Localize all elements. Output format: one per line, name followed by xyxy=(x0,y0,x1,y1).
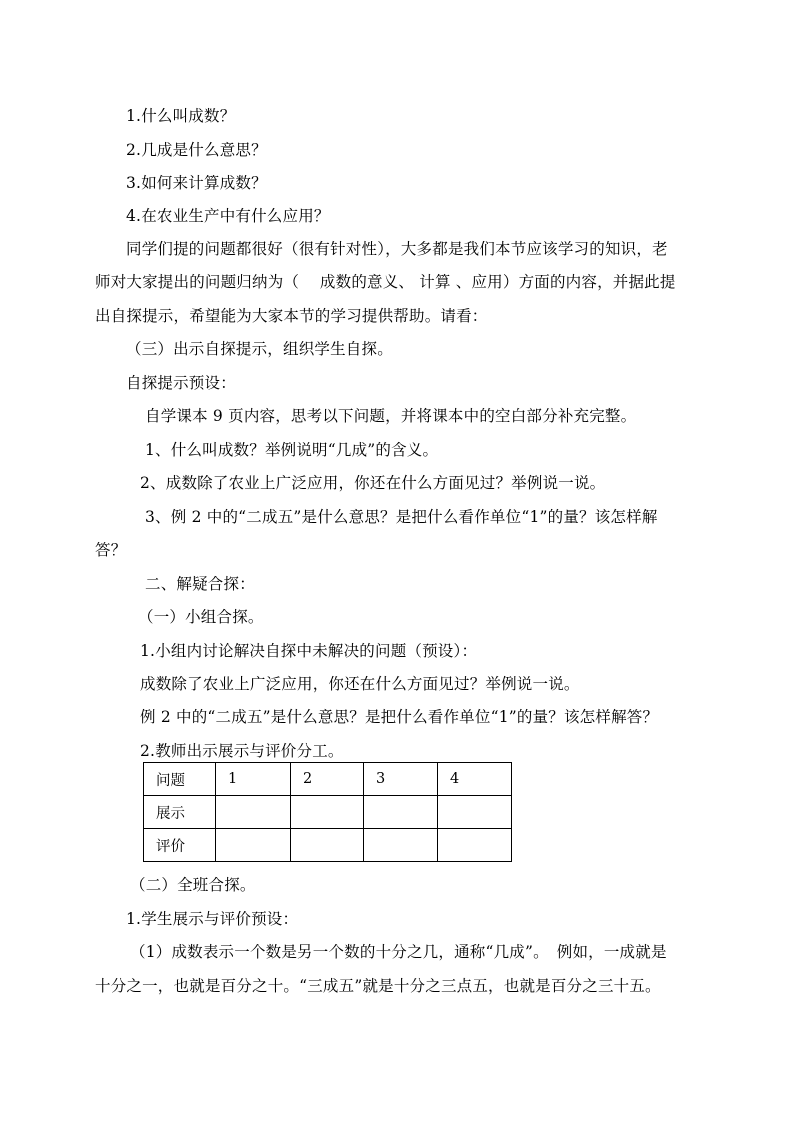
summary-line-2: 师对大家提出的问题归纳为（ 成数的意义、 计算 、应用）方面的内容，并据此提 xyxy=(95,273,676,291)
class-title: （二）全班合探。 xyxy=(130,876,256,894)
table-row-label: 展示 xyxy=(144,796,216,829)
question-4: 4.在农业生产中有什么应用？ xyxy=(126,207,330,225)
table-cell xyxy=(438,796,512,829)
table-header-cell: 1 xyxy=(216,763,291,796)
part2-title: 二、解疑合探： xyxy=(145,575,255,593)
question-2: 2.几成是什么意思？ xyxy=(126,141,267,159)
table-cell xyxy=(364,829,438,862)
table-header-cell: 2 xyxy=(291,763,364,796)
preset-item-1: 1、什么叫成数？举例说明“几成”的含义。 xyxy=(145,441,439,459)
table-header-cell: 3 xyxy=(364,763,438,796)
table-cell xyxy=(364,796,438,829)
table-header-row xyxy=(144,763,512,796)
preset-item-3-cont: 答？ xyxy=(95,541,127,559)
preset-item-3: 3、例 2 中的“二成五”是什么意思？是把什么看作单位“1”的量？该怎样解 xyxy=(145,508,658,526)
table-cell xyxy=(216,829,291,862)
table-header-cell: 4 xyxy=(438,763,512,796)
section3-title: （三）出示自探提示，组织学生自探。 xyxy=(126,340,393,358)
preset-item-2: 2、成数除了农业上广泛应用，你还在什么方面见过？举例说一说。 xyxy=(140,474,606,492)
group-item-1: 1.小组内讨论解决自探中未解决的问题（预设）： xyxy=(140,642,478,660)
summary-line-3: 出自探提示，希望能为大家本节的学习提供帮助。请看： xyxy=(95,307,488,325)
table-cell xyxy=(438,829,512,862)
class-item-1: 1.学生展示与评价预设： xyxy=(126,910,299,928)
table-header-cell: 问题 xyxy=(144,763,216,796)
table-cell xyxy=(291,829,364,862)
group-question-1: 成数除了农业上广泛应用，你还在什么方面见过？举例说一说。 xyxy=(140,675,580,693)
task-table xyxy=(143,762,512,862)
table-row-label: 评价 xyxy=(144,829,216,862)
question-3: 3.如何来计算成数？ xyxy=(126,174,267,192)
answer-line-2: 十分之一，也就是百分之十。“三成五”就是十分之三点五，也就是百分之三十五。 xyxy=(95,977,661,995)
group-question-2: 例 2 中的“二成五”是什么意思？是把什么看作单位“1”的量？该怎样解答？ xyxy=(140,708,659,726)
table-row xyxy=(144,829,512,862)
question-1: 1.什么叫成数？ xyxy=(126,107,236,125)
preset-title: 自探提示预设： xyxy=(126,374,236,392)
table-row xyxy=(144,796,512,829)
summary-line-1: 同学们提的问题都很好（很有针对性），大多都是我们本节应该学习的知识，老 xyxy=(126,240,668,258)
group-title: （一）小组合探。 xyxy=(138,608,264,626)
answer-line-1: （1）成数表示一个数是另一个数的十分之几，通称“几成”。 例如，一成就是 xyxy=(130,943,667,961)
preset-intro: 自学课本 9 页内容，思考以下问题，并将课本中的空白部分补充完整。 xyxy=(145,407,637,425)
group-item-2: 2.教师出示展示与评价分工。 xyxy=(140,742,344,760)
table-cell xyxy=(291,796,364,829)
table-cell xyxy=(216,796,291,829)
